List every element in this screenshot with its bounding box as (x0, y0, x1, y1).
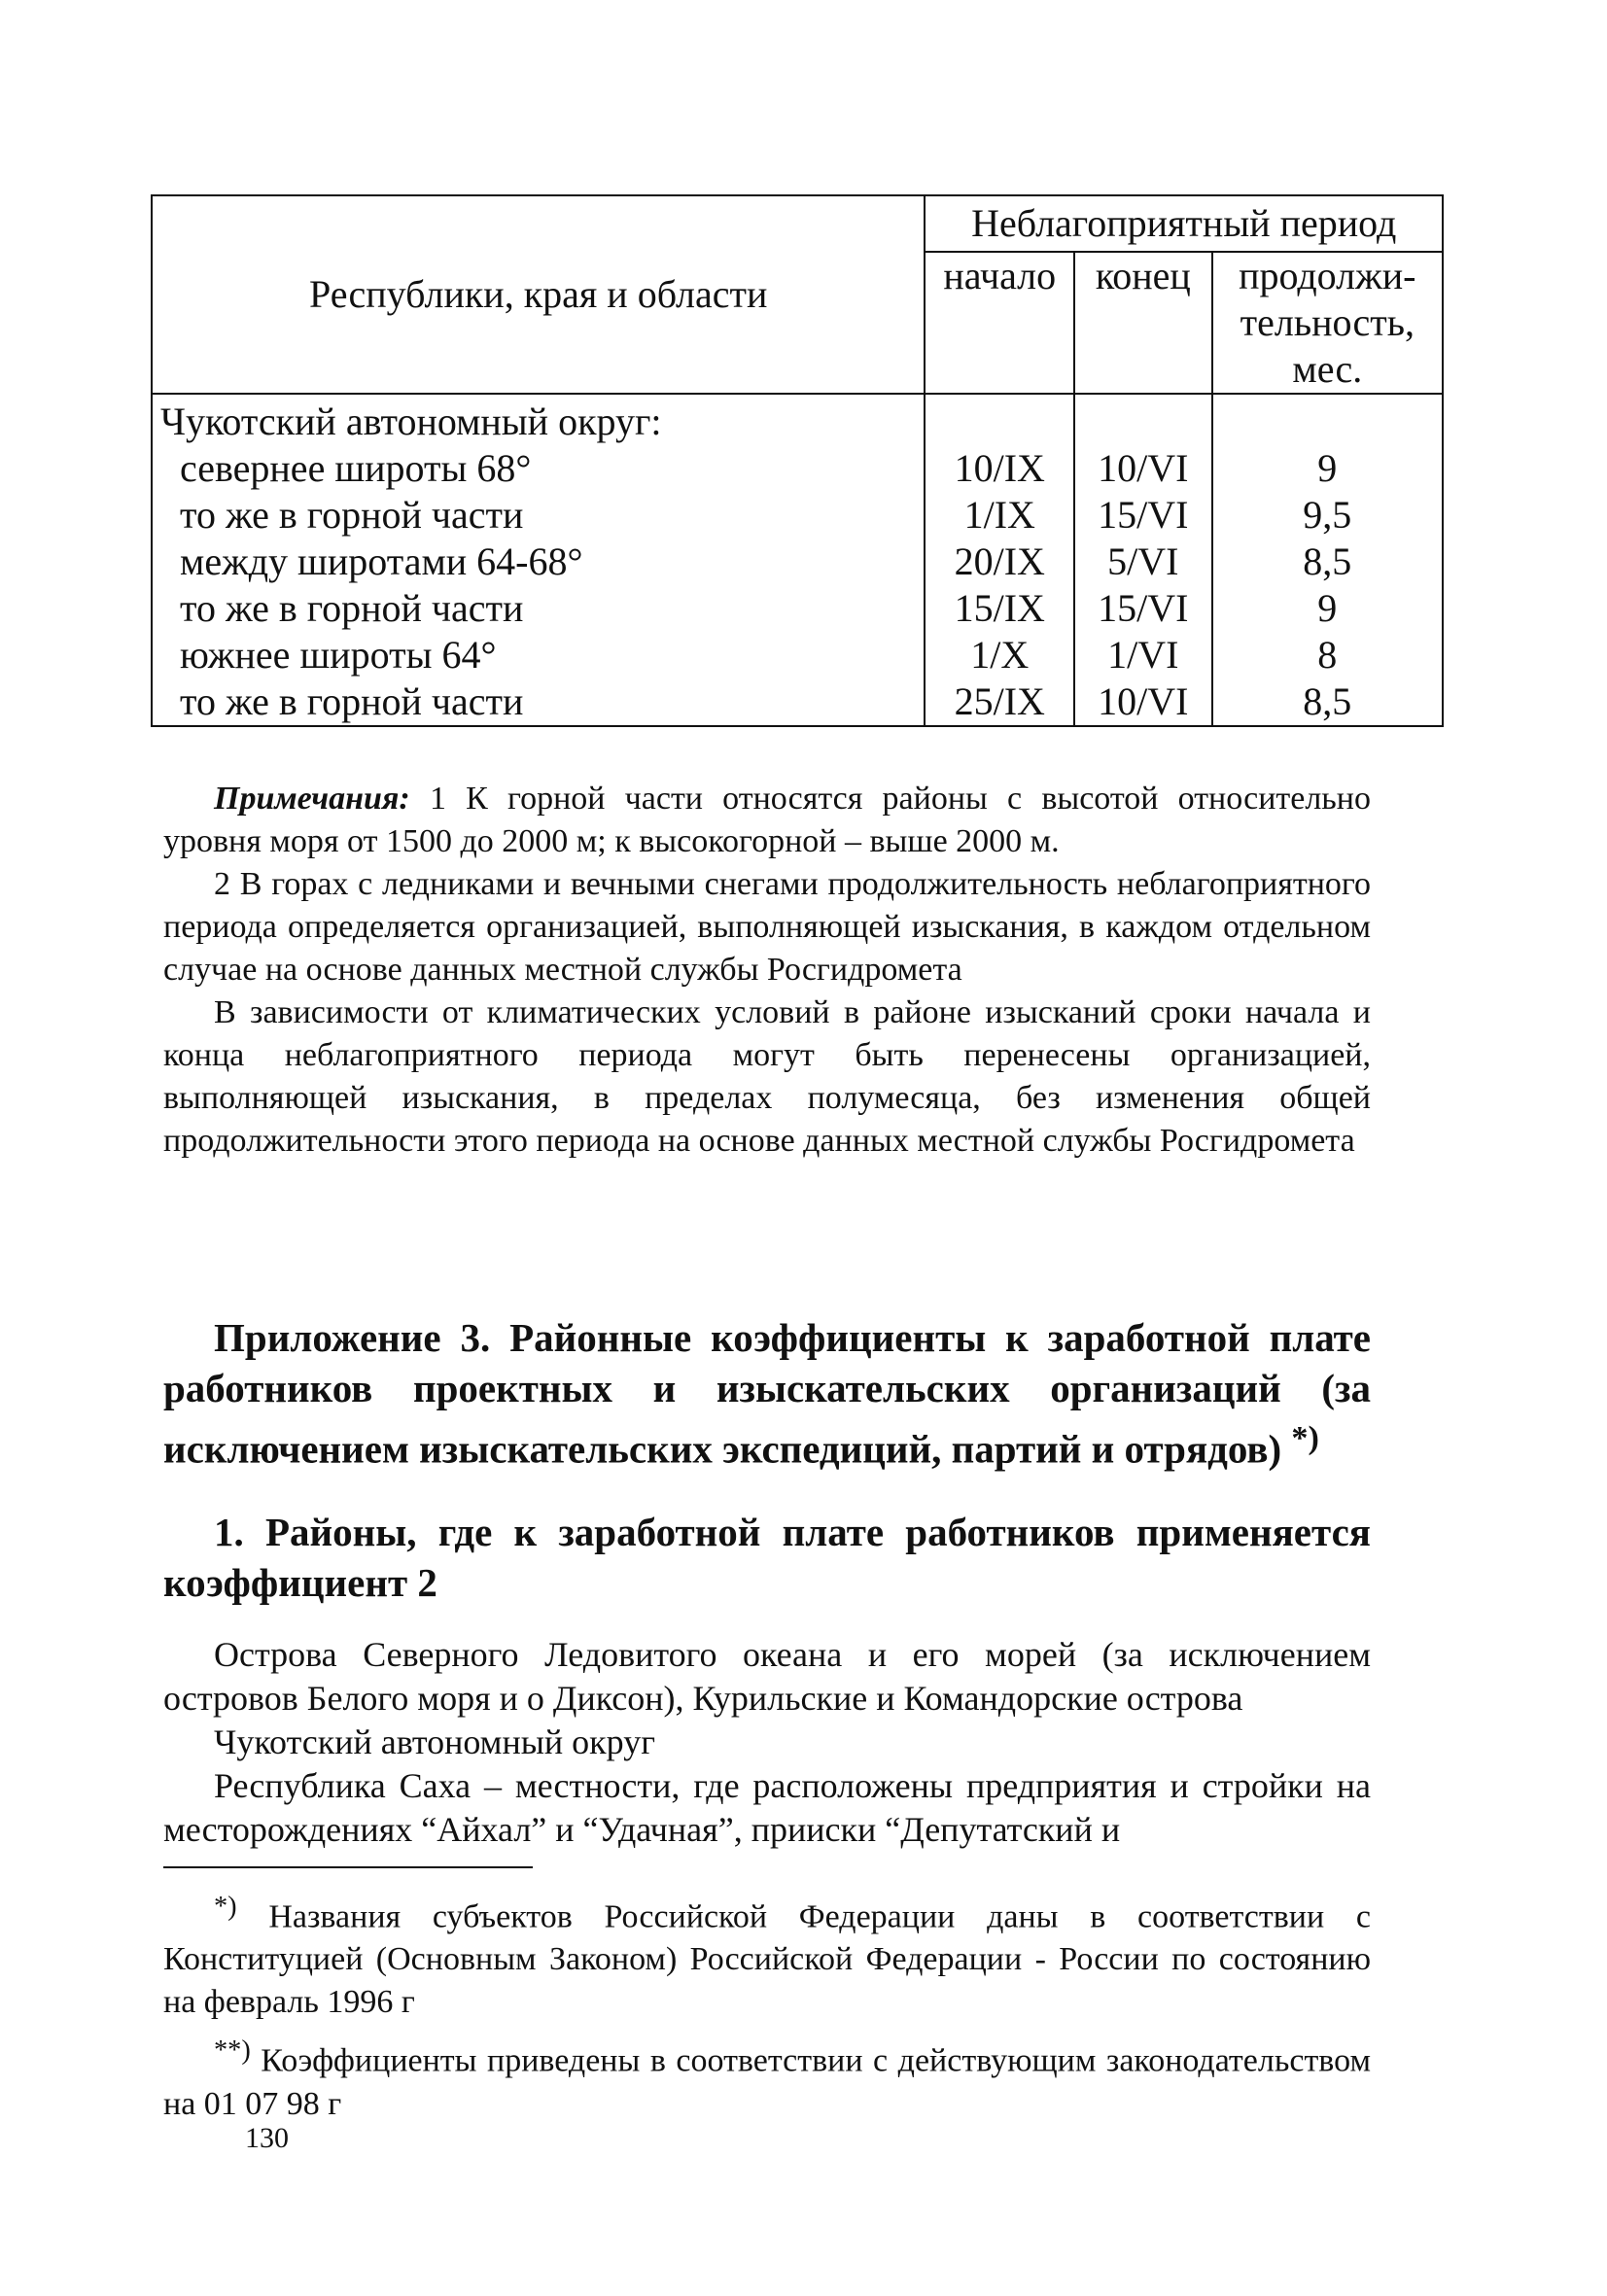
table-row-group (152, 394, 1443, 445)
footnote-2-mark: **) (214, 2035, 251, 2067)
footnotes (163, 1886, 1371, 2132)
row-end: 15/VI (1074, 492, 1212, 539)
appendix-title-text: Приложение 3. Районные коэффициенты к заработной плате работников проектных и изыскательских организаций (за исключением изыскательских экспедиций, партий и отрядов) (163, 1315, 1371, 1472)
table-row (152, 632, 1443, 678)
row-name: то же в горной части (152, 492, 925, 539)
row-name: то же в горной части (152, 678, 925, 726)
page-number: 130 (245, 2122, 289, 2154)
appendix-footnote-mark: *) (1291, 1420, 1319, 1456)
row-duration: 8,5 (1212, 678, 1443, 726)
body-paragraph: Республика Саха – местности, где расположены предприятия и стройки на месторождениях “Айхал” и “Удачная”, прииски “Депутатский и (163, 1766, 1371, 1849)
row-end: 15/VI (1074, 585, 1212, 632)
body-paragraph: Острова Северного Ледовитого океана и его морей (за исключением островов Белого моря и о Диксон), Курильские и Командорские острова (163, 1635, 1371, 1718)
note-2: 2 В горах с ледниками и вечными снегами продолжительность неблагоприятного периода определяется организацией, выполняющей изыскания, в каждом отдельном случае на основе данных местной службы Росгидромета (163, 866, 1371, 988)
table-row (152, 539, 1443, 585)
row-start: 15/IX (925, 585, 1074, 632)
table-row (152, 492, 1443, 539)
table-row (152, 445, 1443, 492)
body-paragraph: Чукотский автономный округ (214, 1722, 655, 1761)
appendix-title (163, 1312, 1371, 1475)
row-end: 5/VI (1074, 539, 1212, 585)
row-name: то же в горной части (152, 585, 925, 632)
notes-label: Примечания: (214, 781, 410, 817)
note-3: В зависимости от климатических условий в районе изысканий сроки начала и конца неблагоприятного периода могут быть перенесены организацией, выполняющей изыскания, в пределах полумесяца, без изменения общей продолжительности этого периода на основе данных местной службы Росгидромета (163, 994, 1371, 1159)
note-1 (163, 778, 1371, 863)
table-notes (163, 778, 1371, 1163)
row-duration: 8 (1212, 632, 1443, 678)
table-row (152, 585, 1443, 632)
header-region: Республики, края и области (152, 195, 925, 394)
row-duration: 9 (1212, 585, 1443, 632)
table-row (152, 678, 1443, 726)
note-1-text: 1 К горной части относятся районы с высотой относительно уровня моря от 1500 до 2000 м; к высокогорной – выше 2000 м. (163, 781, 1372, 859)
unfavorable-period-table (151, 194, 1444, 727)
header-duration: продолжи-тельность, мес. (1212, 252, 1443, 394)
row-end: 10/VI (1074, 445, 1212, 492)
row-name: между широтами 64-68° (152, 539, 925, 585)
row-start: 25/IX (925, 678, 1074, 726)
row-end: 10/VI (1074, 678, 1212, 726)
group-label: Чукотский автономный округ: (152, 394, 925, 445)
footnote-1-text: Названия субъектов Российской Федерации даны в соответствии с Конституцией (Основным Законом) Российской Федерации - России по состоянию на февраль 1996 г (163, 1898, 1371, 2021)
row-start: 10/IX (925, 445, 1074, 492)
footnote-1 (163, 1886, 1371, 2024)
row-duration: 9,5 (1212, 492, 1443, 539)
footnote-2 (163, 2030, 1371, 2125)
header-end: конец (1074, 252, 1212, 394)
section-body (163, 1633, 1371, 1852)
row-name: севернее широты 68° (152, 445, 925, 492)
row-duration: 9 (1212, 445, 1443, 492)
footnote-divider (163, 1866, 533, 1868)
footnote-1-mark: *) (214, 1892, 237, 1922)
row-start: 1/X (925, 632, 1074, 678)
header-start: начало (925, 252, 1074, 394)
row-start: 20/IX (925, 539, 1074, 585)
footnote-2-text: Коэффициенты приведены в соответствии с действующим законодательством на 01 07 98 г (163, 2042, 1371, 2122)
header-period: Неблагоприятный период (925, 195, 1443, 252)
section-title: 1. Районы, где к заработной плате работников применяется коэффициент 2 (163, 1510, 1371, 1605)
row-name: южнее широты 64° (152, 632, 925, 678)
row-duration: 8,5 (1212, 539, 1443, 585)
row-end: 1/VI (1074, 632, 1212, 678)
row-start: 1/IX (925, 492, 1074, 539)
